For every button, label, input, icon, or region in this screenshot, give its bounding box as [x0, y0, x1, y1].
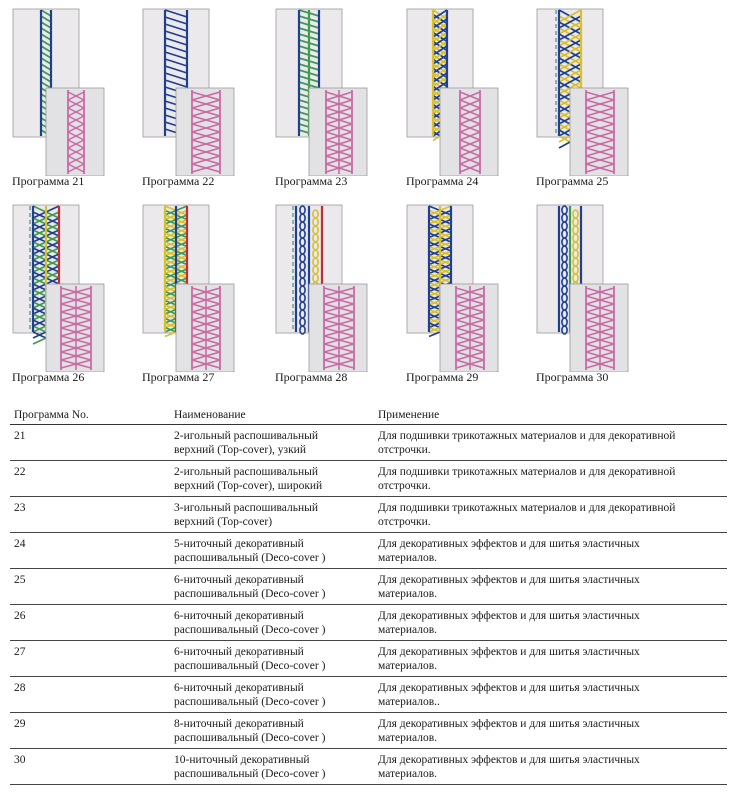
- program-application: [374, 605, 727, 641]
- table-row: [10, 749, 727, 785]
- program-application: [374, 641, 727, 677]
- program-name-line: 6-ниточный декоративный: [174, 646, 304, 658]
- program-caption: Программа 24: [406, 174, 479, 188]
- program-name: [170, 605, 374, 641]
- application-line: Для декоративных эффектов и для шитья эластичных: [378, 574, 640, 586]
- program-application: [374, 713, 727, 749]
- application-line: Для подшивки трикотажных материалов и для декоративной: [378, 466, 676, 478]
- table-row: [10, 641, 727, 677]
- program-name-line: распошивальный (Deco-cover ): [174, 660, 326, 672]
- program-25-card: [536, 8, 661, 198]
- program-name-line: верхний (Top-cover), широкий: [174, 480, 323, 492]
- program-name-line: распошивальный (Deco-cover ): [174, 768, 326, 780]
- application-line: материалов.: [378, 552, 438, 564]
- program-name-line: 6-ниточный декоративный: [174, 682, 304, 694]
- column-header-application: Применение: [374, 405, 727, 425]
- program-application: [374, 677, 727, 713]
- application-line: материалов.: [378, 588, 438, 600]
- program-application: [374, 425, 727, 461]
- program-name: [170, 749, 374, 785]
- stitch-diagram: [275, 204, 400, 372]
- application-line: отстрочки.: [378, 480, 431, 492]
- program-number: 28: [10, 677, 170, 713]
- table-row: [10, 713, 727, 749]
- program-name-line: распошивальный (Deco-cover ): [174, 624, 326, 636]
- application-line: материалов.: [378, 732, 438, 744]
- program-application: [374, 749, 727, 785]
- program-26-card: [12, 204, 137, 394]
- program-caption: Программа 29: [406, 370, 479, 384]
- program-30-card: [536, 204, 661, 394]
- program-name: [170, 461, 374, 497]
- table-row: [10, 425, 727, 461]
- application-line: Для декоративных эффектов и для шитья эластичных: [378, 646, 640, 658]
- application-line: Для декоративных эффектов и для шитья эластичных: [378, 682, 640, 694]
- table-row: [10, 497, 727, 533]
- program-number: 27: [10, 641, 170, 677]
- program-caption: Программа 25: [536, 174, 609, 188]
- table-row: [10, 461, 727, 497]
- program-23-card: [275, 8, 400, 198]
- stitch-diagram: [142, 8, 267, 176]
- program-caption: Программа 30: [536, 370, 609, 384]
- application-line: отстрочки.: [378, 516, 431, 528]
- stitch-diagram: [536, 8, 661, 176]
- program-name-line: 3-игольный распошивальный: [174, 502, 319, 514]
- program-name-line: распошивальный (Deco-cover ): [174, 588, 326, 600]
- program-name: [170, 425, 374, 461]
- program-application: [374, 569, 727, 605]
- program-caption: Программа 27: [142, 370, 215, 384]
- application-line: Для подшивки трикотажных материалов и для декоративной: [378, 430, 676, 442]
- program-27-card: [142, 204, 267, 394]
- stitch-diagram: [142, 204, 267, 372]
- application-line: Для декоративных эффектов и для шитья эластичных: [378, 610, 640, 622]
- table-row: [10, 533, 727, 569]
- program-caption: Программа 28: [275, 370, 348, 384]
- program-name: [170, 533, 374, 569]
- program-number: 26: [10, 605, 170, 641]
- stitch-illustration-grid: [0, 0, 738, 395]
- program-name-line: распошивальный (Deco-cover ): [174, 552, 326, 564]
- stitch-diagram: [536, 204, 661, 372]
- program-name: [170, 497, 374, 533]
- program-caption: Программа 21: [12, 174, 85, 188]
- program-name: [170, 713, 374, 749]
- column-header-program-no: Программа No.: [10, 405, 170, 425]
- program-number: 25: [10, 569, 170, 605]
- program-application: [374, 533, 727, 569]
- stitch-diagram: [275, 8, 400, 176]
- application-line: Для подшивки трикотажных материалов и для декоративной: [378, 502, 676, 514]
- program-caption: Программа 26: [12, 370, 85, 384]
- stitch-diagram: [406, 204, 531, 372]
- table-row: [10, 677, 727, 713]
- table-row: [10, 569, 727, 605]
- stitch-diagram: [12, 204, 137, 372]
- program-name: [170, 641, 374, 677]
- table-row: [10, 605, 727, 641]
- program-name-line: 5-ниточный декоративный: [174, 538, 304, 550]
- application-line: Для декоративных эффектов и для шитья эластичных: [378, 718, 640, 730]
- program-number: 24: [10, 533, 170, 569]
- application-line: материалов.: [378, 624, 438, 636]
- program-29-card: [406, 204, 531, 394]
- program-name-line: 2-игольный распошивальный: [174, 466, 319, 478]
- program-name-line: верхний (Top-cover): [174, 516, 273, 528]
- program-name-line: распошивальный (Deco-cover ): [174, 732, 326, 744]
- program-name-line: распошивальный (Deco-cover ): [174, 696, 326, 708]
- application-line: материалов..: [378, 696, 440, 708]
- program-spec-table: [10, 405, 727, 785]
- program-28-card: [275, 204, 400, 394]
- program-number: 29: [10, 713, 170, 749]
- application-line: материалов.: [378, 660, 438, 672]
- program-name-line: верхний (Top-cover), узкий: [174, 444, 306, 456]
- stitch-diagram: [12, 8, 137, 176]
- program-24-card: [406, 8, 531, 198]
- application-line: Для декоративных эффектов и для шитья эластичных: [378, 538, 640, 550]
- program-21-card: [12, 8, 137, 198]
- program-application: [374, 497, 727, 533]
- table-header-row: [10, 405, 727, 425]
- application-line: отстрочки.: [378, 444, 431, 456]
- program-number: 22: [10, 461, 170, 497]
- program-name-line: 6-ниточный декоративный: [174, 574, 304, 586]
- program-number: 23: [10, 497, 170, 533]
- program-name-line: 8-ниточный декоративный: [174, 718, 304, 730]
- program-name: [170, 569, 374, 605]
- program-name-line: 6-ниточный декоративный: [174, 610, 304, 622]
- program-number: 30: [10, 749, 170, 785]
- column-header-name: Наименование: [170, 405, 374, 425]
- program-22-card: [142, 8, 267, 198]
- program-name-line: 10-ниточный декоративный: [174, 754, 310, 766]
- program-name-line: 2-игольный распошивальный: [174, 430, 319, 442]
- program-application: [374, 461, 727, 497]
- program-number: 21: [10, 425, 170, 461]
- program-name: [170, 677, 374, 713]
- program-caption: Программа 22: [142, 174, 215, 188]
- stitch-diagram: [406, 8, 531, 176]
- program-caption: Программа 23: [275, 174, 348, 188]
- application-line: материалов.: [378, 768, 438, 780]
- application-line: Для декоративных эффектов и для шитья эластичных: [378, 754, 640, 766]
